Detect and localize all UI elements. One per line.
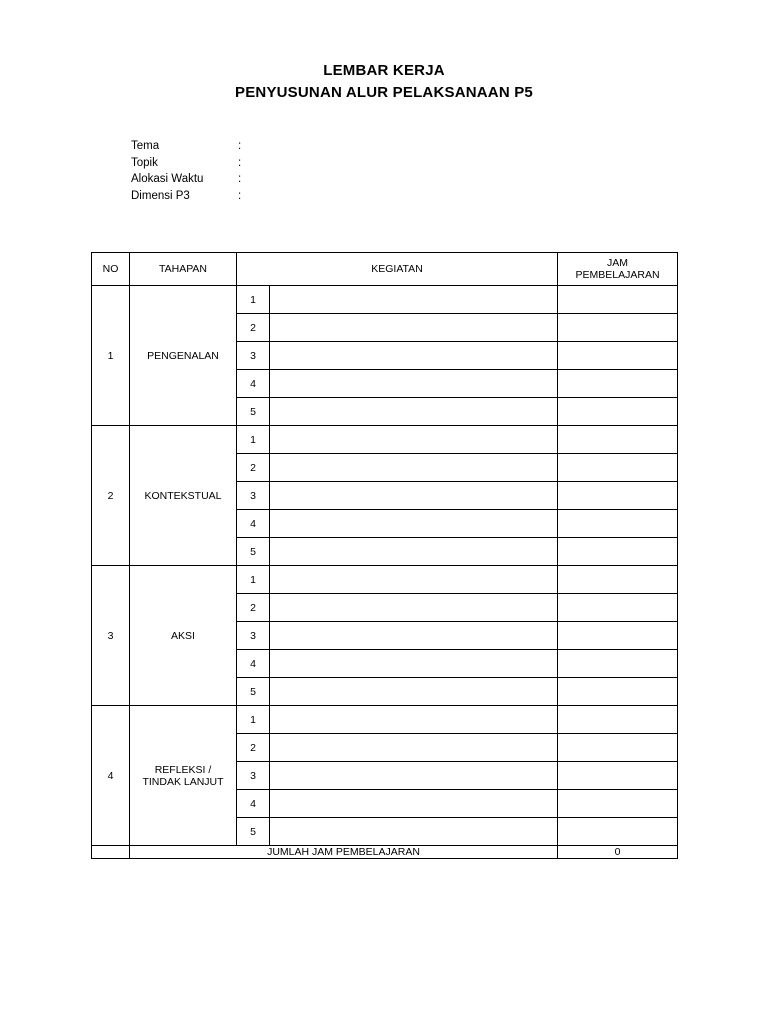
activity-number: 5 xyxy=(237,818,270,846)
stage-number: 1 xyxy=(92,286,130,426)
stage-number: 4 xyxy=(92,706,130,846)
activity-number: 5 xyxy=(237,678,270,706)
stage-name xyxy=(130,426,237,566)
info-label: Tema xyxy=(131,140,160,152)
jam-cell[interactable] xyxy=(558,286,678,314)
total-label: JUMLAH JAM PEMBELAJARAN xyxy=(130,846,558,859)
jam-cell[interactable] xyxy=(558,538,678,566)
activity-cell[interactable] xyxy=(270,734,558,762)
stage-name xyxy=(130,706,237,846)
activity-cell[interactable] xyxy=(270,510,558,538)
header-jam-line-1: JAM xyxy=(607,257,629,269)
activity-number: 2 xyxy=(237,454,270,482)
info-block xyxy=(131,138,241,204)
activity-cell[interactable] xyxy=(270,706,558,734)
worksheet-table xyxy=(91,252,678,859)
header-jam-pembelajaran xyxy=(558,253,678,286)
activity-cell[interactable] xyxy=(270,678,558,706)
jam-cell[interactable] xyxy=(558,314,678,342)
activity-number: 2 xyxy=(237,734,270,762)
table-body xyxy=(92,286,678,846)
table-row xyxy=(92,566,678,594)
header-no: NO xyxy=(92,253,130,286)
stage-name-line-1: AKSI xyxy=(171,629,195,642)
info-row-dimensi-p3 xyxy=(131,188,241,205)
stage-name-line-2: TINDAK LANJUT xyxy=(142,775,224,788)
activity-cell[interactable] xyxy=(270,538,558,566)
jam-cell[interactable] xyxy=(558,426,678,454)
activity-cell[interactable] xyxy=(270,594,558,622)
table-row xyxy=(92,286,678,314)
stage-number: 2 xyxy=(92,426,130,566)
activity-number: 5 xyxy=(237,538,270,566)
stage-number: 3 xyxy=(92,566,130,706)
activity-cell[interactable] xyxy=(270,622,558,650)
jam-cell[interactable] xyxy=(558,454,678,482)
info-separator: : xyxy=(238,156,242,169)
activity-number: 3 xyxy=(237,762,270,790)
stage-name-line-1: KONTEKSTUAL xyxy=(144,489,222,502)
jam-cell[interactable] xyxy=(558,790,678,818)
activity-cell[interactable] xyxy=(270,790,558,818)
info-row-alokasi-waktu xyxy=(131,171,241,188)
jam-cell[interactable] xyxy=(558,650,678,678)
activity-number: 4 xyxy=(237,370,270,398)
total-empty-cell xyxy=(92,846,130,859)
jam-cell[interactable] xyxy=(558,622,678,650)
activity-cell[interactable] xyxy=(270,482,558,510)
jam-cell[interactable] xyxy=(558,678,678,706)
jam-cell[interactable] xyxy=(558,762,678,790)
activity-cell[interactable] xyxy=(270,762,558,790)
activity-number: 1 xyxy=(237,566,270,594)
jam-cell[interactable] xyxy=(558,510,678,538)
document-title xyxy=(0,60,768,104)
jam-cell[interactable] xyxy=(558,706,678,734)
title-line-1: LEMBAR KERJA xyxy=(323,62,445,79)
jam-cell[interactable] xyxy=(558,482,678,510)
stage-name xyxy=(130,566,237,706)
activity-number: 4 xyxy=(237,650,270,678)
activity-number: 4 xyxy=(237,510,270,538)
info-label: Dimensi P3 xyxy=(131,189,190,202)
total-value: 0 xyxy=(558,846,678,859)
activity-cell[interactable] xyxy=(270,314,558,342)
activity-number: 4 xyxy=(237,790,270,818)
stage-name xyxy=(130,286,237,426)
activity-number: 3 xyxy=(237,482,270,510)
info-label: Topik xyxy=(131,156,158,169)
title-line-2: PENYUSUNAN ALUR PELAKSANAAN P5 xyxy=(235,84,533,101)
table-row xyxy=(92,426,678,454)
activity-cell[interactable] xyxy=(270,566,558,594)
total-row xyxy=(92,846,678,859)
activity-number: 3 xyxy=(237,622,270,650)
jam-cell[interactable] xyxy=(558,398,678,426)
info-separator: : xyxy=(238,140,242,152)
info-row-tema xyxy=(131,138,241,155)
jam-cell[interactable] xyxy=(558,594,678,622)
stage-name-line-1: REFLEKSI / xyxy=(154,763,212,776)
activity-number: 1 xyxy=(237,286,270,314)
activity-cell[interactable] xyxy=(270,426,558,454)
info-separator: : xyxy=(238,173,242,185)
header-tahapan: TAHAPAN xyxy=(130,253,237,286)
activity-cell[interactable] xyxy=(270,650,558,678)
activity-number: 3 xyxy=(237,342,270,370)
jam-cell[interactable] xyxy=(558,342,678,370)
jam-cell[interactable] xyxy=(558,734,678,762)
activity-number: 1 xyxy=(237,426,270,454)
activity-number: 5 xyxy=(237,398,270,426)
jam-cell[interactable] xyxy=(558,370,678,398)
header-row xyxy=(92,253,678,286)
jam-cell[interactable] xyxy=(558,818,678,846)
activity-cell[interactable] xyxy=(270,454,558,482)
header-kegiatan: KEGIATAN xyxy=(237,253,558,286)
stage-name-line-1: PENGENALAN xyxy=(147,349,219,362)
table-row xyxy=(92,706,678,734)
info-row-topik xyxy=(131,155,241,172)
activity-number: 2 xyxy=(237,314,270,342)
info-separator: : xyxy=(238,189,242,202)
activity-number: 1 xyxy=(237,706,270,734)
activity-cell[interactable] xyxy=(270,818,558,846)
jam-cell[interactable] xyxy=(558,566,678,594)
activity-cell[interactable] xyxy=(270,286,558,314)
activity-number: 2 xyxy=(237,594,270,622)
activity-cell[interactable] xyxy=(270,398,558,426)
activity-cell[interactable] xyxy=(270,342,558,370)
header-jam-line-2: PEMBELAJARAN xyxy=(575,269,660,281)
info-label: Alokasi Waktu xyxy=(131,173,204,185)
activity-cell[interactable] xyxy=(270,370,558,398)
